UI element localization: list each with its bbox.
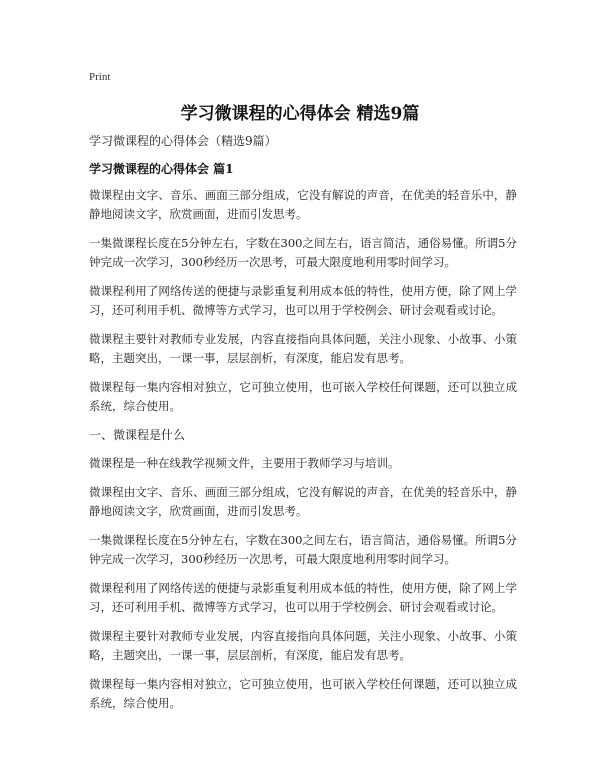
paragraph: 微课程每一集内容相对独立，它可独立使用，也可嵌入学校任何课题，还可以独立成系统，综合使用。 (89, 380, 517, 413)
page-title: 学习微课程的心得体会 精选9篇 (180, 104, 420, 124)
paragraph: 微课程利用了网络传送的便捷与录影重复利用成本低的特性，使用方便，除了网上学习，还可利用手机、微博等方式学习，也可以用于学校例会、研讨会观看或讨论。 (89, 581, 517, 614)
paragraph: 微课程是一种在线教学视频文件，主要用于教师学习与培训。 (89, 456, 400, 470)
section-heading: 学习微课程的心得体会 篇1 (89, 162, 234, 176)
document-subtitle: 学习微课程的心得体会（精选9篇） (89, 134, 277, 148)
paragraph: 微课程主要针对教师专业发展，内容直接指向具体问题，关注小现象、小故事、小策略，主题突出，一课一事，层层剖析，有深度，能启发有思考。 (89, 629, 517, 662)
print-label: Print (89, 71, 111, 83)
paragraph: 微课程由文字、音乐、画面三部分组成，它没有解说的声音，在优美的轻音乐中，静静地阅读文字，欣赏画面，进而引发思考。 (89, 485, 517, 518)
document-body (89, 132, 517, 723)
paragraph: 微课程每一集内容相对独立，它可独立使用，也可嵌入学校任何课题，还可以独立成系统，综合使用。 (89, 677, 517, 710)
paragraph: 微课程主要针对教师专业发展，内容直接指向具体问题，关注小现象、小故事、小策略，主题突出，一课一事，层层剖析，有深度，能启发有思考。 (89, 332, 517, 365)
paragraph: 微课程利用了网络传送的便捷与录影重复利用成本低的特性，使用方便，除了网上学习，还可利用手机、微博等方式学习，也可以用于学校例会、研讨会观看或讨论。 (89, 284, 517, 317)
paragraph: 微课程由文字、音乐、画面三部分组成，它没有解说的声音，在优美的轻音乐中，静静地阅读文字，欣赏画面，进而引发思考。 (89, 188, 517, 221)
subheading: 一、微课程是什么 (89, 428, 186, 442)
paragraph: 一集微课程长度在5分钟左右，字数在300之间左右，语言简洁，通俗易懂。所谓5分钟完成一次学习，300秒经历一次思考，可最大限度地利用零时间学习。 (89, 236, 517, 269)
paragraph: 一集微课程长度在5分钟左右，字数在300之间左右，语言简洁，通俗易懂。所谓5分钟完成一次学习，300秒经历一次思考，可最大限度地利用零时间学习。 (89, 533, 517, 566)
